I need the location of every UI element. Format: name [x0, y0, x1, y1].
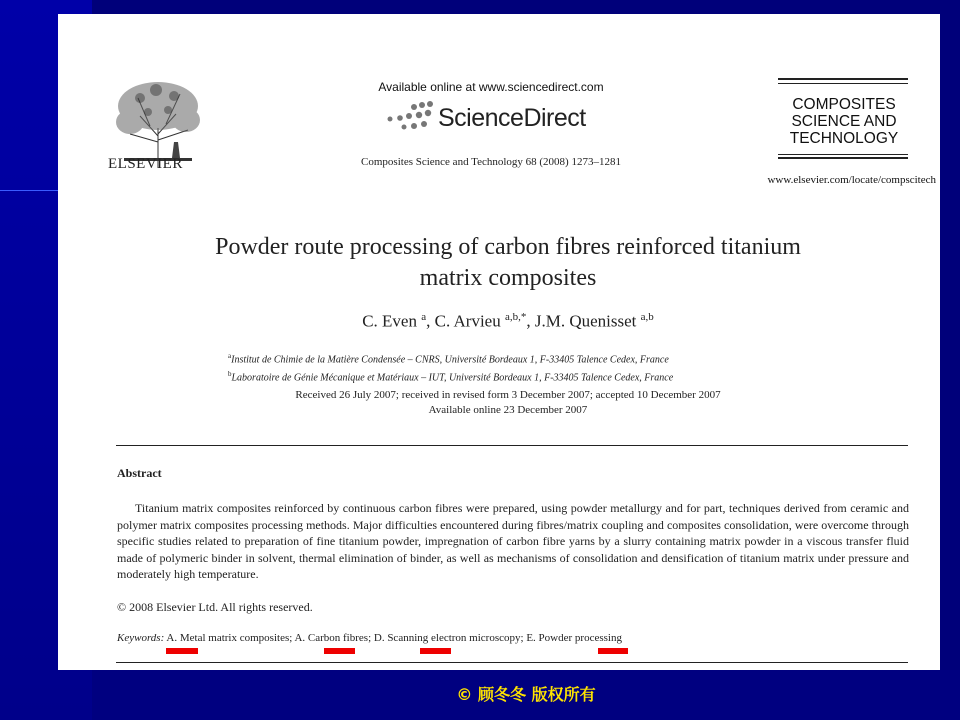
masthead-line: COMPOSITES [792, 96, 896, 113]
author-name: C. Arvieu [434, 311, 501, 331]
affiliations [228, 349, 828, 386]
journal-citation: Composites Science and Technology 68 (2008) 1273–1281 [361, 156, 621, 168]
paper-title [118, 232, 898, 294]
author-name: J.M. Quenisset [534, 311, 637, 331]
article-copyright: © 2008 Elsevier Ltd. All rights reserved. [117, 600, 313, 614]
author-affil-mark: a [421, 311, 427, 323]
masthead-line: SCIENCE AND [791, 113, 897, 130]
affil-text: Institut de Chimie de la Matière Condensée – CNRS, Université Bordeaux 1, F-33405 Talence Cedex, France [231, 354, 669, 366]
keywords-label: Keywords: [117, 632, 165, 644]
affiliation-line [228, 349, 828, 367]
author-affil-mark: a,b [640, 311, 654, 323]
affil-mark: a [228, 352, 232, 360]
author-list: C. Even $^a$, C. Arvieu $^{a,b,*}$, J.M. Quenisset $^{a,b}$ [362, 311, 654, 331]
sciencedirect-dots-logo [384, 100, 436, 132]
keyword: E. Powder processing [526, 632, 622, 644]
abstract-text: Titanium matrix composites reinforced by continuous carbon fibres were prepared, using powder metallurgy and for part, techniques derived from ceramic and polymer matrix composites processing methods. Major difficulties encountered during fibres/matrix coupling and composites consolidation, were overcome through specific studies related to preparation of fine titanium powder, impregnation of carbon fibre yarns by a slurry containing matrix powder in a viscous transfer fluid made of polymeric binder in solvent, thermal elimination of binder, as well as mechanisms of consolidation and densification of titanium matrix under pressure and moderately high temperature. [117, 501, 909, 581]
abstract-top-rule [116, 445, 908, 446]
title-line: Powder route processing of carbon fibres reinforced titanium [215, 234, 801, 260]
abstract-heading: Abstract [117, 466, 162, 480]
article-history [208, 388, 808, 418]
title-line: matrix composites [419, 265, 597, 291]
keyword: D. Scanning electron microscopy [373, 632, 521, 644]
available-online-text: Available online at www.sciencedirect.com [378, 80, 604, 94]
keywords-line: Keywords: A. Metal matrix composites; A. Carbon fibres; D. Scanning electron microscopy; E. Powder processing [117, 632, 622, 644]
keyword: A. Metal matrix composites [166, 632, 290, 644]
masthead-rule [778, 157, 908, 159]
sciencedirect-wordmark: ScienceDirect [438, 104, 586, 132]
author-name: C. Even [362, 311, 417, 331]
author-affil-mark: a,b,* [504, 311, 527, 323]
masthead-rule [778, 83, 908, 84]
masthead-rule [778, 154, 908, 155]
publisher-name: ELSEVIER [108, 156, 183, 172]
masthead-rule [778, 78, 908, 80]
slide-copyright-footer: © 顾冬冬 版权所有 [456, 685, 596, 704]
masthead-line: TECHNOLOGY [789, 130, 899, 147]
keyword-highlight-marker [166, 648, 198, 654]
keyword-highlight-marker [598, 648, 628, 654]
affiliation-line [228, 367, 828, 385]
available-online-date: Available online 23 December 2007 [428, 404, 588, 416]
keyword: A. Carbon fibres [294, 632, 369, 644]
affil-mark: b [228, 370, 232, 379]
abstract-bottom-rule [116, 662, 908, 663]
keyword-highlight-marker [324, 648, 355, 654]
journal-masthead [774, 96, 914, 147]
journal-url: www.elsevier.com/locate/compscitech [767, 174, 936, 186]
paper-page [58, 14, 940, 670]
affil-text: Laboratoire de Génie Mécanique et Matériaux – IUT, Université Bordeaux 1, F-33405 Talence Cedex, France [231, 372, 674, 384]
keyword-highlight-marker [420, 648, 451, 654]
slide-accent-line [0, 190, 58, 191]
received-dates: Received 26 July 2007; received in revised form 3 December 2007; accepted 10 December 2007 [295, 389, 721, 401]
